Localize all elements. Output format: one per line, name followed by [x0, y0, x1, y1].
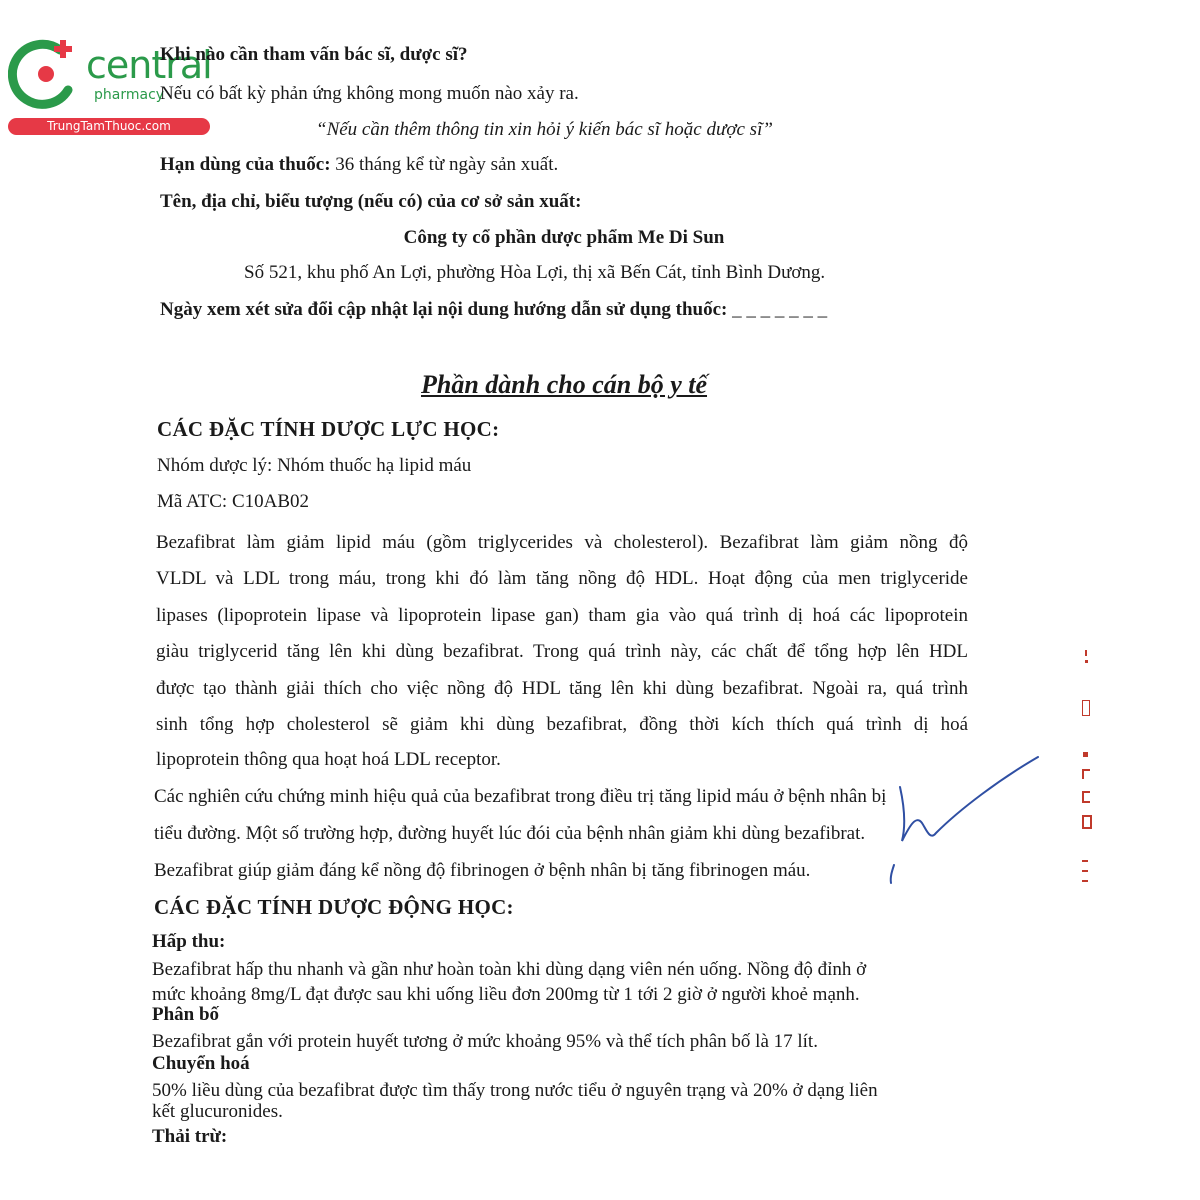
- absorption-label: Hấp thu:: [152, 931, 226, 952]
- consult-heading: Khi nào cần tham vấn bác sĩ, dược sĩ?: [160, 44, 468, 65]
- metabolism-line-1: 50% liều dùng của bezafibrat được tìm thấy trong nước tiểu ở nguyên trạng và 20% ở dạng liên: [152, 1080, 878, 1101]
- consult-quote: “Nếu cần thêm thông tin xin hỏi ý kiến bác sĩ hoặc dược sĩ”: [316, 119, 773, 140]
- elimination-label: Thải trừ:: [152, 1126, 228, 1147]
- metabolism-line-2: kết glucuronides.: [152, 1101, 283, 1122]
- expiry-value: 36 tháng kể từ ngày sản xuất.: [330, 154, 559, 175]
- pd-line-6: sinh tổng hợp cholesterol sẽ giảm khi dùng bezafibrat, đồng thời kích thích quá trình dị hoá: [156, 714, 968, 735]
- side-mark-2: [1082, 700, 1092, 722]
- pharmacology-group: Nhóm dược lý: Nhóm thuốc hạ lipid máu: [157, 455, 472, 476]
- pd-last-line: lipoprotein thông qua hoạt hoá LDL receptor.: [156, 749, 501, 770]
- expiry-line: [160, 154, 558, 176]
- review-date-value: _ _ _ _ _ _ _: [732, 299, 828, 320]
- expiry-label: Hạn dùng của thuốc:: [160, 154, 331, 175]
- review-date-label: Ngày xem xét sửa đổi cập nhật lại nội dung hướng dẫn sử dụng thuốc:: [160, 299, 728, 320]
- side-mark-3: [1082, 752, 1092, 842]
- pharmacodynamics-heading: CÁC ĐẶC TÍNH DƯỢC LỰC HỌC:: [157, 417, 500, 441]
- pd-line-1: Bezafibrat làm giảm lipid máu (gồm triglycerides và cholesterol). Bezafibrat làm giảm nồng độ: [156, 532, 968, 553]
- logo-site-bar: TrungTamThuoc.com: [8, 118, 210, 135]
- pd-line-2: VLDL và LDL trong máu, trong khi đó làm tăng nồng độ HDL. Hoạt động của men triglyceride: [156, 568, 968, 589]
- distribution-label: Phân bố: [152, 1004, 220, 1025]
- study-line-2: tiểu đường. Một số trường hợp, đường huyết lúc đói của bệnh nhân giảm khi dùng bezafibrat.: [154, 823, 866, 844]
- side-mark-4: [1082, 860, 1092, 890]
- pd-line-3: lipases (lipoprotein lipase và lipoprotein lipase gan) tham gia vào quá trình dị hoá các lipoprotein: [156, 605, 968, 626]
- consult-text: Nếu có bất kỳ phản ứng không mong muốn nào xảy ra.: [160, 83, 579, 104]
- side-mark-1: [1082, 648, 1092, 670]
- logo-sub: pharmacy: [94, 87, 165, 103]
- review-date-line: [160, 299, 827, 321]
- central-logo-icon: [8, 36, 84, 112]
- manufacturer-heading: Tên, địa chỉ, biểu tượng (nếu có) của cơ sở sản xuất:: [160, 191, 582, 212]
- fibrinogen-line: Bezafibrat giúp giảm đáng kể nồng độ fibrinogen ở bệnh nhân bị tăng fibrinogen máu.: [154, 860, 811, 881]
- pd-line-5: được tạo thành giải thích cho việc nồng độ HDL tăng lên khi dùng bezafibrat. Ngoài ra, quá trình: [156, 678, 968, 699]
- study-line-1: Các nghiên cứu chứng minh hiệu quả của bezafibrat trong điều trị tăng lipid máu ở bệnh nhân bị: [154, 786, 887, 807]
- distribution-line-1: Bezafibrat gắn với protein huyết tương ở mức khoảng 95% và thể tích phân bố là 17 lít.: [152, 1031, 818, 1052]
- atc-code: Mã ATC: C10AB02: [157, 491, 310, 512]
- pd-line-4: giàu triglycerid tăng lên khi dùng bezafibrat. Trong quá trình này, các chất để tổng hợp lên HDL: [156, 641, 968, 662]
- pharmacokinetics-heading: CÁC ĐẶC TÍNH DƯỢC ĐỘNG HỌC:: [154, 895, 514, 919]
- logo-brand: central: [86, 43, 212, 87]
- manufacturer-name: Công ty cổ phần dược phẩm Me Di Sun: [403, 227, 725, 248]
- signature-mark: [860, 745, 1050, 895]
- metabolism-label: Chuyển hoá: [152, 1053, 250, 1074]
- section-title: Phần dành cho cán bộ y tế: [420, 370, 708, 399]
- manufacturer-address: Số 521, khu phố An Lợi, phường Hòa Lợi, thị xã Bến Cát, tỉnh Bình Dương.: [244, 262, 826, 283]
- absorption-line-1: Bezafibrat hấp thu nhanh và gần như hoàn toàn khi dùng dạng viên nén uống. Nồng độ đỉnh ở: [152, 959, 867, 980]
- absorption-line-2: mức khoảng 8mg/L đạt được sau khi uống liều đơn 200mg từ 1 tới 2 giờ ở người khoẻ mạnh.: [152, 984, 860, 1005]
